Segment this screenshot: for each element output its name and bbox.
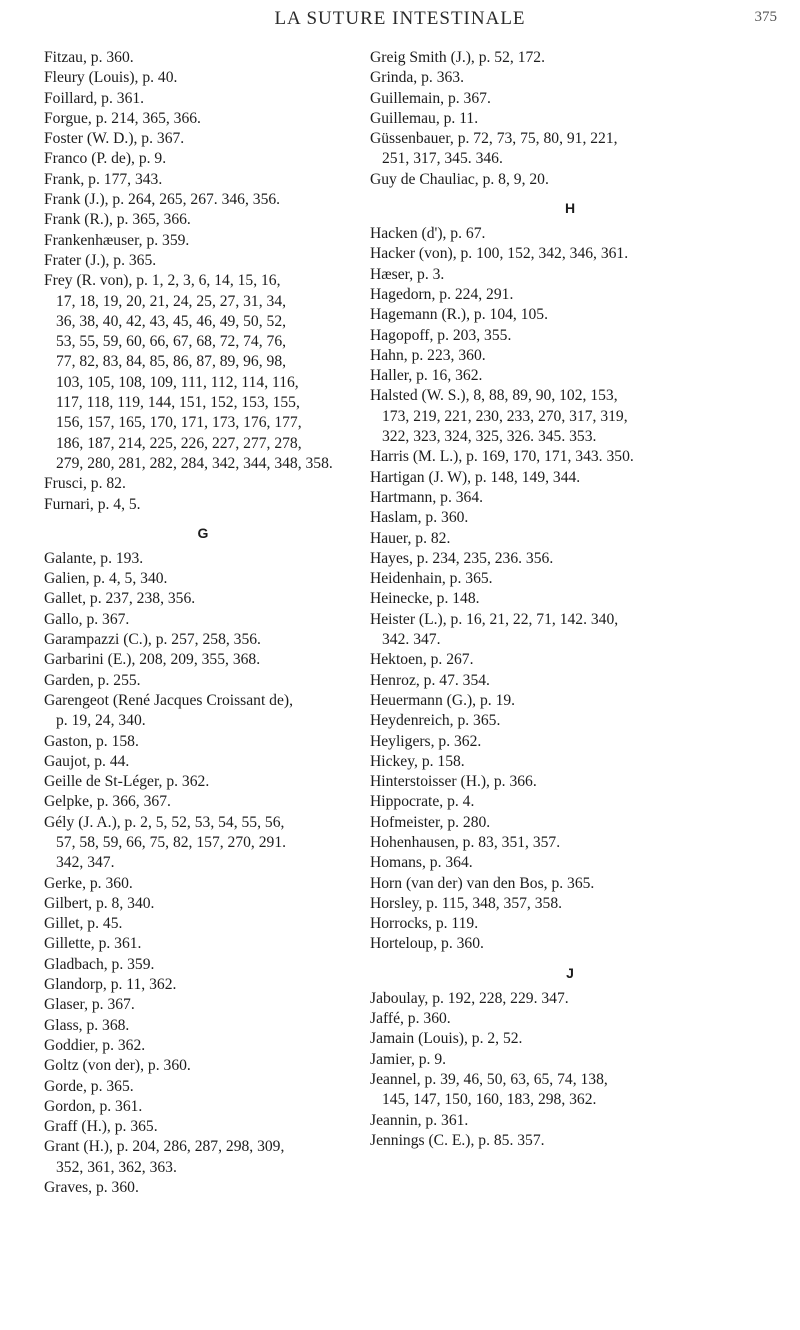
index-entry: Garengeot (René Jacques Croissant de), p. 19, 24, 340. <box>44 691 293 730</box>
index-entry: Heyligers, p. 362. <box>370 732 482 750</box>
section-letter-h: H <box>564 200 576 217</box>
index-entry: Graves, p. 360. <box>44 1179 139 1197</box>
entries-g <box>44 549 362 1199</box>
index-entry: Foillard, p. 361. <box>44 89 145 107</box>
index-entry: Jaboulay, p. 192, 228, 229. 347. <box>370 989 569 1007</box>
index-entry: Foster (W. D.), p. 367. <box>44 130 185 148</box>
index-entry: Güssenbauer, p. 72, 73, 75, 80, 91, 221, 251, 317, 345. 346. <box>370 130 618 168</box>
index-entry: Heuermann (G.), p. 19. <box>370 691 516 709</box>
entries-j <box>370 989 770 1151</box>
index-entry: Frank (R.), p. 365, 366. <box>44 211 191 229</box>
index-entry: Frey (R. von), p. 1, 2, 3, 6, 14, 15, 16, 17, 18, 19, 20, 21, 24, 25, 27, 31, 34, 36, 38, 40, 42, 43, 45, 46, 49, 50, 52, 53, 55, 59, 60, 66, 67, 68, 72, 74, 76, 77, 82, 83, 84, 85, 86, 87, 89, 96, 98, 103, 105, 108, 109, 111, 112, 114, 116, 117, 118, 119, 144, 151, 152, 153, 155, 156, 157, 165, 170, 171, 173, 176, 177, 186, 187, 214, 225, 226, 227, 277, 278, 279, 280, 281, 282, 284, 342, 344, 348, 358. <box>44 272 333 472</box>
page-number: 375 <box>754 9 777 25</box>
index-entry: Graff (H.), p. 365. <box>44 1118 158 1136</box>
entries-h <box>370 224 770 955</box>
index-entry: Jeannel, p. 39, 46, 50, 63, 65, 74, 138, 145, 147, 150, 160, 183, 298, 362. <box>370 1070 608 1109</box>
index-entry: Harris (M. L.), p. 169, 170, 171, 343. 350. <box>370 448 634 466</box>
index-entry: Glass, p. 368. <box>44 1016 130 1034</box>
index-entry: Gelpke, p. 366, 367. <box>44 793 171 811</box>
index-entry: Guillemau, p. 11. <box>370 109 479 127</box>
index-entry: Jeannin, p. 361. <box>370 1111 469 1129</box>
index-entry: Horteloup, p. 360. <box>370 935 484 953</box>
index-entry: Frank (J.), p. 264, 265, 267. 346, 356. <box>44 191 281 209</box>
index-entry: Horn (van der) van den Bos, p. 365. <box>370 874 595 892</box>
index-entry: Gallet, p. 237, 238, 356. <box>44 590 196 608</box>
index-entry: Hayes, p. 234, 235, 236. 356. <box>370 549 554 567</box>
index-entry: Greig Smith (J.), p. 52, 172. <box>370 49 545 66</box>
page-header <box>0 0 800 40</box>
index-entry: Hagemann (R.), p. 104, 105. <box>370 306 548 324</box>
index-entry: Hofmeister, p. 280. <box>370 813 491 831</box>
index-entry: Garampazzi (C.), p. 257, 258, 356. <box>44 631 261 649</box>
index-entry: Geille de St-Léger, p. 362. <box>44 773 210 791</box>
index-entry: Gordon, p. 361. <box>44 1097 143 1115</box>
index-entry: Gorde, p. 365. <box>44 1077 134 1095</box>
entries-g-cont <box>370 48 770 190</box>
index-entry: Haller, p. 16, 362. <box>370 367 483 385</box>
index-entry: Hagopoff, p. 203, 355. <box>370 326 512 344</box>
index-entry: Hickey, p. 158. <box>370 752 465 770</box>
index-entry: Hauer, p. 82. <box>370 529 451 547</box>
index-entry: Forgue, p. 214, 365, 366. <box>44 109 201 127</box>
index-entry: Hæser, p. 3. <box>370 265 445 283</box>
index-entry: Frusci, p. 82. <box>44 475 126 493</box>
index-entry: Goltz (von der), p. 360. <box>44 1057 191 1075</box>
index-entry: Grinda, p. 363. <box>370 69 464 87</box>
index-entry: Glandorp, p. 11, 362. <box>44 976 177 994</box>
index-entry: Galien, p. 4, 5, 340. <box>44 570 168 588</box>
index-entry: Gillet, p. 45. <box>44 915 123 933</box>
index-entry: Hohenhausen, p. 83, 351, 357. <box>370 833 561 851</box>
index-entry: Hacken (d'), p. 67. <box>370 225 486 243</box>
index-entry: Guy de Chauliac, p. 8, 9, 20. <box>370 170 549 188</box>
index-entry: Grant (H.), p. 204, 286, 287, 298, 309, 352, 361, 362, 363. <box>44 1138 285 1176</box>
index-entry: Gillette, p. 361. <box>44 935 142 953</box>
index-entry: Fitzau, p. 360. <box>44 49 134 66</box>
index-entry: Gallo, p. 367. <box>44 610 130 628</box>
entries-f <box>44 48 362 515</box>
index-entry: Hagedorn, p. 224, 291. <box>370 285 514 303</box>
index-entry: Hacker (von), p. 100, 152, 342, 346, 361. <box>370 245 629 263</box>
index-entry: Haslam, p. 360. <box>370 509 469 527</box>
index-entry: Gaujot, p. 44. <box>44 752 130 770</box>
index-entry: Glaser, p. 367. <box>44 996 135 1014</box>
index-entry: Frank, p. 177, 343. <box>44 170 163 188</box>
index-entry: Frankenhæuser, p. 359. <box>44 231 190 249</box>
index-entry: Galante, p. 193. <box>44 549 144 567</box>
index-entry: Jamain (Louis), p. 2, 52. <box>370 1030 523 1048</box>
index-entry: Hippocrate, p. 4. <box>370 793 475 811</box>
index-entry: Heister (L.), p. 16, 21, 22, 71, 142. 340, 342. 347. <box>370 610 619 649</box>
index-entry: Jennings (C. E.), p. 85. 357. <box>370 1131 545 1149</box>
index-entry: Heidenhain, p. 365. <box>370 570 493 588</box>
index-entry: Hektoen, p. 267. <box>370 651 474 669</box>
index-entry: Gladbach, p. 359. <box>44 955 155 973</box>
index-entry: Horrocks, p. 119. <box>370 915 479 933</box>
index-column-left <box>44 48 362 1198</box>
index-entry: Fleury (Louis), p. 40. <box>44 69 178 87</box>
index-entry: Garbarini (E.), 208, 209, 355, 368. <box>44 651 261 669</box>
index-entry: Hartmann, p. 364. <box>370 488 484 506</box>
section-letter-j: J <box>566 964 574 981</box>
section-letter-g: G <box>197 524 209 541</box>
index-entry: Hahn, p. 223, 360. <box>370 346 486 364</box>
index-entry: Guillemain, p. 367. <box>370 89 491 107</box>
index-entry: Horsley, p. 115, 348, 357, 358. <box>370 894 563 912</box>
index-entry: Garden, p. 255. <box>44 671 141 689</box>
index-entry: Heydenreich, p. 365. <box>370 712 501 730</box>
index-column-right <box>370 48 770 1151</box>
index-entry: Jamier, p. 9. <box>370 1050 447 1068</box>
index-entry: Gerke, p. 360. <box>44 874 133 892</box>
index-entry: Gilbert, p. 8, 340. <box>44 894 155 912</box>
index-entry: Halsted (W. S.), 8, 88, 89, 90, 102, 153, 173, 219, 221, 230, 233, 270, 317, 319, 322, 323, 324, 325, 326. 345. 353. <box>370 387 628 446</box>
index-entry: Hinterstoisser (H.), p. 366. <box>370 773 537 791</box>
index-entry: Goddier, p. 362. <box>44 1036 146 1054</box>
index-entry: Furnari, p. 4, 5. <box>44 495 141 513</box>
index-entry: Homans, p. 364. <box>370 854 473 872</box>
index-entry: Franco (P. de), p. 9. <box>44 150 167 168</box>
index-entry: Gély (J. A.), p. 2, 5, 52, 53, 54, 55, 56, 57, 58, 59, 66, 75, 82, 157, 270, 291. 342, 347. <box>44 813 287 872</box>
index-entry: Henroz, p. 47. 354. <box>370 671 490 689</box>
index-entry: Jaffé, p. 360. <box>370 1010 451 1028</box>
index-entry: Frater (J.), p. 365. <box>44 251 157 269</box>
running-head: LA SUTURE INTESTINALE <box>274 8 526 29</box>
index-entry: Hartigan (J. W), p. 148, 149, 344. <box>370 468 581 486</box>
index-entry: Gaston, p. 158. <box>44 732 139 750</box>
index-entry: Heinecke, p. 148. <box>370 590 480 608</box>
